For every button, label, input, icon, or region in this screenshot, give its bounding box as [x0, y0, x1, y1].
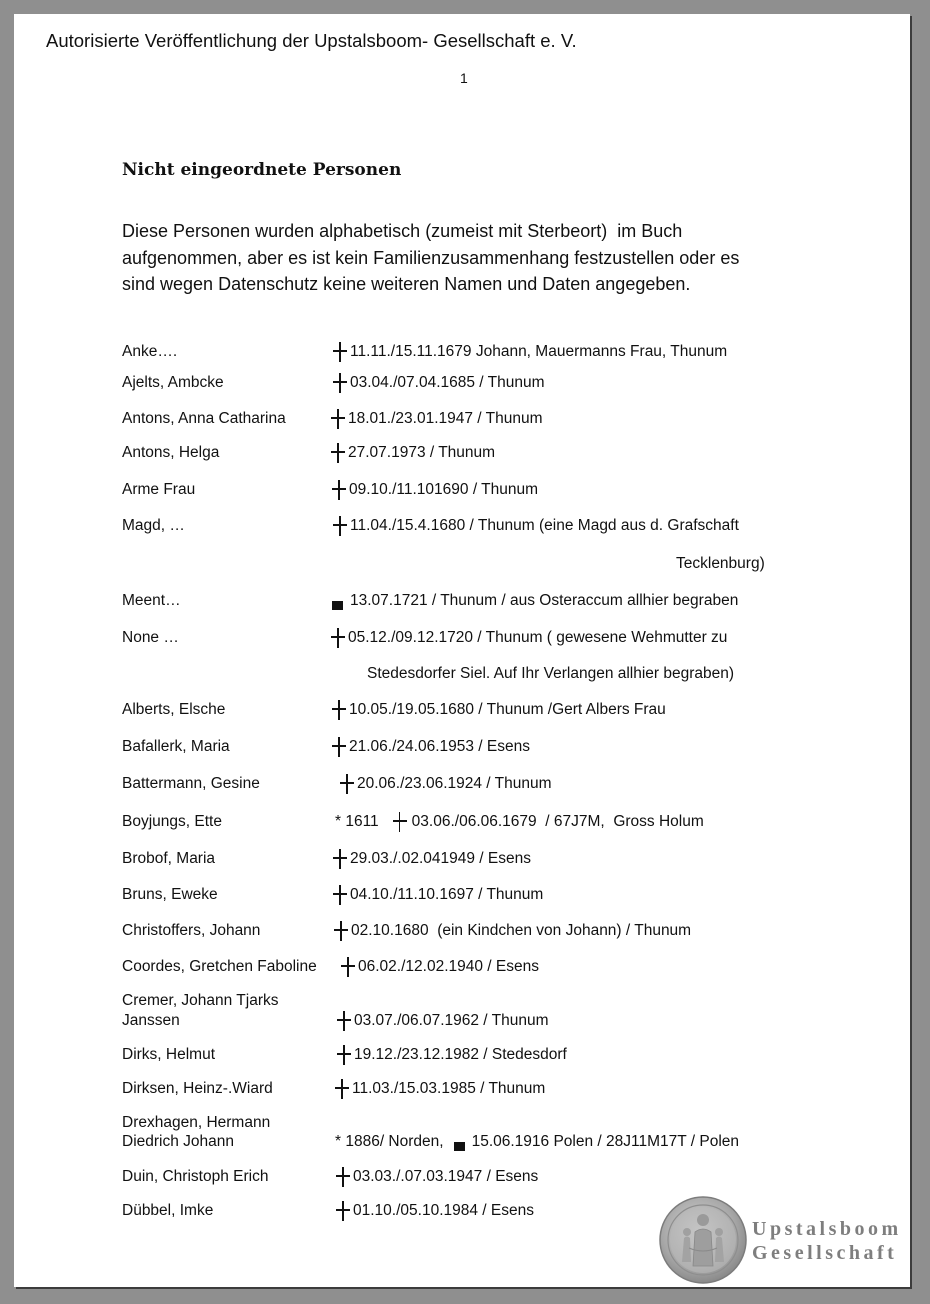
entry-details-text: 21.06./24.06.1953 / Esens [349, 738, 530, 755]
entry-details-text: 03.06./06.06.1679 / 67J7M, Gross Holum [411, 813, 704, 830]
entry-details-text: 03.04./07.04.1685 / Thunum [350, 374, 545, 391]
death-cross-icon [332, 700, 346, 720]
entry-details [337, 1011, 548, 1031]
entry-name: Alberts, Elsche [122, 701, 226, 718]
entry-details [341, 957, 539, 977]
entry-name: Christoffers, Johann [122, 922, 261, 939]
entry-details-text: 04.10./11.10.1697 / Thunum [350, 886, 544, 903]
intro-line: aufgenommen, aber es ist kein Familienzusammenhang festzustellen oder es [122, 248, 740, 268]
entry-details [333, 342, 727, 362]
entry-details [332, 700, 666, 720]
intro-line: sind wegen Datenschutz keine weiteren Namen und Daten angegeben. [122, 274, 691, 294]
entry-name: Antons, Anna Catharina [122, 410, 286, 427]
entry-details-text: 11.11./15.11.1679 Johann, Mauermanns Frau, Thunum [350, 343, 728, 360]
death-cross-icon [333, 516, 347, 536]
entry-details [333, 373, 544, 393]
entry-details-text: 29.03./.02.041949 / Esens [350, 850, 531, 867]
entry-details [332, 737, 530, 757]
publication-note: Autorisierte Veröffentlichung der Upstalsboom- Gesellschaft e. V. [46, 30, 577, 51]
death-cross-icon [333, 849, 347, 869]
section-title: Nicht eingeordnete Personen [122, 160, 402, 180]
entry-birth-prefix: * 1886/ Norden, [335, 1133, 444, 1150]
entry-details [333, 516, 739, 536]
entry-details [332, 480, 538, 500]
death-cross-icon [337, 1045, 351, 1065]
black-square-icon [332, 601, 343, 610]
entry-name: Diedrich Johann [122, 1133, 235, 1150]
entry-details-text: 03.07./06.07.1962 / Thunum [354, 1012, 549, 1029]
seal-logo [659, 1196, 747, 1284]
black-square-icon [454, 1142, 465, 1151]
entry-details [333, 885, 543, 905]
death-cross-icon [333, 885, 347, 905]
entry-name: Bafallerk, Maria [122, 738, 230, 755]
death-cross-icon [340, 774, 354, 794]
entry-details-text: 11.04./15.4.1680 / Thunum (eine Magd aus d. Grafschaft [350, 517, 739, 534]
entry-name: Coordes, Gretchen Faboline [122, 958, 317, 975]
entry-name: None … [122, 629, 179, 646]
entry-birth-prefix: * 1611 [335, 813, 379, 830]
death-cross-icon [333, 342, 347, 362]
entry-details [331, 443, 495, 463]
death-cross-icon [332, 737, 346, 757]
death-cross-icon [393, 812, 407, 832]
entry-details-text: 03.03./.07.03.1947 / Esens [353, 1168, 539, 1185]
death-cross-icon [341, 957, 355, 977]
entry-details [331, 409, 542, 429]
entry-name: Meent… [122, 592, 181, 609]
entry-details [336, 1167, 538, 1187]
entry-name: Duin, Christoph Erich [122, 1168, 269, 1185]
death-cross-icon [331, 628, 345, 648]
entry-details [333, 849, 531, 869]
entry-details-text: 18.01./23.01.1947 / Thunum [348, 410, 543, 427]
entry-details [340, 774, 551, 794]
entry-name: Bruns, Eweke [122, 886, 218, 903]
entry-name: Antons, Helga [122, 444, 220, 461]
death-cross-icon [332, 480, 346, 500]
entry-name: Battermann, Gesine [122, 775, 260, 792]
entry-name: Drexhagen, Hermann [122, 1114, 271, 1131]
entry-details-text: 20.06./23.06.1924 / Thunum [357, 775, 552, 792]
death-cross-icon [336, 1201, 350, 1221]
entry-details [331, 628, 727, 648]
page-number: 1 [460, 70, 468, 86]
entry-details [337, 1045, 567, 1065]
entry-details-text: 15.06.1916 Polen / 28J11M17T / Polen [471, 1133, 740, 1150]
entry-continuation: Stedesdorfer Siel. Auf Ihr Verlangen allhier begraben) [367, 665, 735, 682]
entry-name: Anke…. [122, 343, 178, 360]
death-cross-icon [331, 443, 345, 463]
entry-details-text: 09.10./11.101690 / Thunum [349, 481, 539, 498]
entry-details [335, 1079, 545, 1099]
entry-name: Ajelts, Ambcke [122, 374, 224, 391]
entry-details [335, 1132, 739, 1152]
entry-details-text: 10.05./19.05.1680 / Thunum /Gert Albers Frau [349, 701, 666, 718]
death-cross-icon [334, 921, 348, 941]
death-cross-icon [335, 1079, 349, 1099]
entry-name: Arme Frau [122, 481, 196, 498]
entry-name: Cremer, Johann Tjarks [122, 992, 279, 1009]
death-cross-icon [336, 1167, 350, 1187]
death-cross-icon [331, 409, 345, 429]
death-cross-icon [333, 373, 347, 393]
entry-details-text: 11.03./15.03.1985 / Thunum [352, 1080, 546, 1097]
entry-details [332, 591, 738, 611]
death-cross-icon [337, 1011, 351, 1031]
entry-details-text: 05.12./09.12.1720 / Thunum ( gewesene Wehmutter zu [348, 629, 728, 646]
entry-details [336, 1201, 534, 1221]
entry-name: Brobof, Maria [122, 850, 216, 867]
entry-continuation: Tecklenburg) [676, 555, 765, 572]
entry-details-text: 27.07.1973 / Thunum [348, 444, 496, 461]
logo-text-line2: Gesellschaft [752, 1242, 898, 1264]
entry-details-text: 13.07.1721 / Thunum / aus Osteraccum allhier begraben [350, 592, 739, 609]
entry-details [334, 921, 691, 941]
entry-name: Dirks, Helmut [122, 1046, 216, 1063]
logo-text-line1: Upstalsboom [752, 1218, 902, 1240]
entry-name: Magd, … [122, 517, 185, 534]
entry-name: Janssen [122, 1012, 180, 1029]
intro-line: Diese Personen wurden alphabetisch (zumeist mit Sterbeort) im Buch [122, 221, 683, 241]
entry-name: Boyjungs, Ette [122, 813, 222, 830]
entry-details-text: 01.10./05.10.1984 / Esens [353, 1202, 534, 1219]
entry-details [335, 812, 704, 832]
entry-name: Dirksen, Heinz-.Wiard [122, 1080, 273, 1097]
entry-details-text: 06.02./12.02.1940 / Esens [358, 958, 539, 975]
entry-name: Dübbel, Imke [122, 1202, 214, 1219]
entry-details-text: 19.12./23.12.1982 / Stedesdorf [354, 1046, 567, 1063]
entry-details-text: 02.10.1680 (ein Kindchen von Johann) / Thunum [351, 922, 692, 939]
